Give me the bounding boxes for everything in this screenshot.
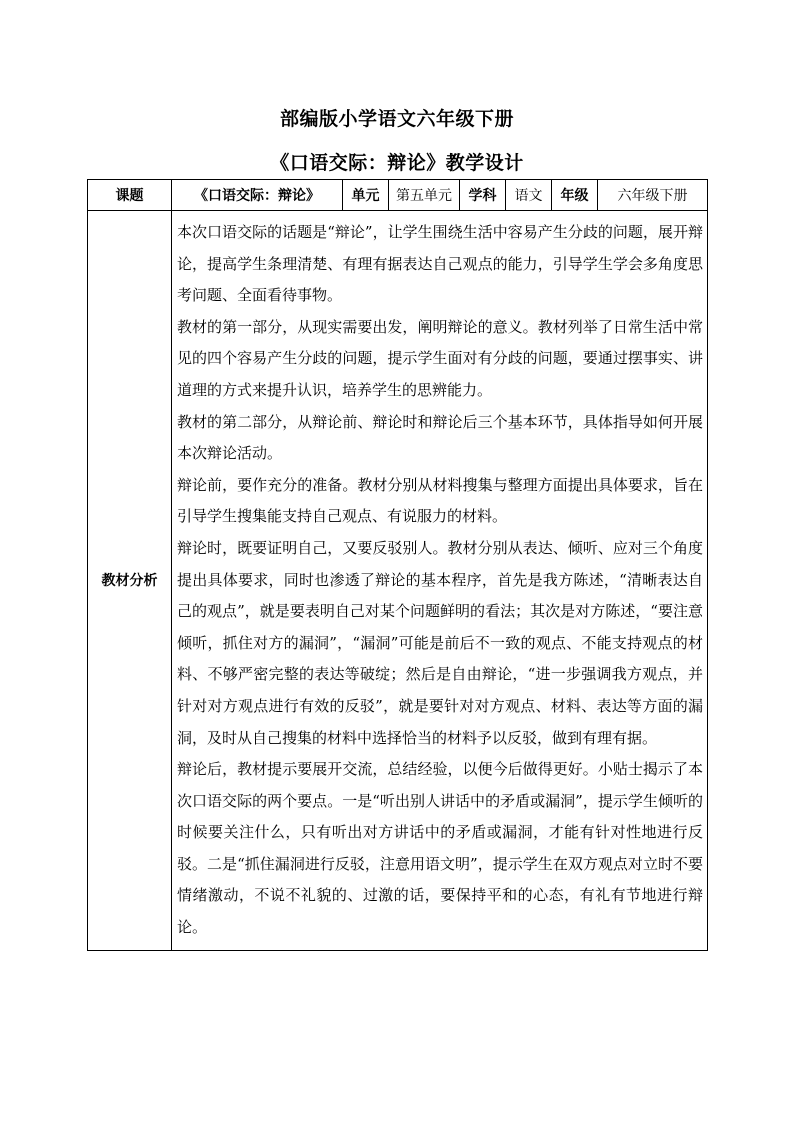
analysis-content [172,211,708,951]
analysis-label: 教材分析 [88,211,172,951]
unit-value: 第五单元 [389,180,460,211]
subject-label: 学科 [460,180,506,211]
grade-label: 年级 [552,180,598,211]
document-title: 部编版小学语文六年级下册 [279,108,514,130]
lesson-info-table [87,179,708,951]
analysis-paragraph: 辩论后，教材提示要展开交流，总结经验，以便今后做得更好。小贴士揭示了本次口语交际的两个要点。一是“听出别人讲话中的矛盾或漏洞”，提示学生倾听的时候要关注什么，只有听出对方讲话中的矛盾或漏洞，才能有针对性地进行反驳。二是“抓住漏洞进行反驳，注意用语文明”，提示学生在双方观点对立时不要情绪激动，不说不礼貌的、过激的话，要保持平和的心态，有礼有节地进行辩论。 [177,760,703,937]
analysis-paragraph: 教材的第二部分，从辩论前、辩论时和辩论后三个基本环节，具体指导如何开展本次辩论活动。 [177,412,703,463]
topic-value: 《口语交际：辩论》 [172,180,343,211]
document-subtitle: 《口语交际：辩论》教学设计 [270,152,524,174]
subject-value: 语文 [506,180,552,211]
analysis-paragraph: 教材的第一部分，从现实需要出发，阐明辩论的意义。教材列举了日常生活中常见的四个容易产生分歧的问题，提示学生面对有分歧的问题，要通过摆事实、讲道理的方式来提升认识，培养学生的思辨能力。 [177,317,703,399]
analysis-paragraph: 本次口语交际的话题是“辩论”，让学生围绕生活中容易产生分歧的问题，展开辩论，提高学生条理清楚、有理有据表达自己观点的能力，引导学生学会多角度思考问题、全面看待事物。 [177,223,703,305]
analysis-paragraph: 辩论时，既要证明自己，又要反驳别人。教材分别从表达、倾听、应对三个角度提出具体要求，同时也渗透了辩论的基本程序，首先是我方陈述，“清晰表达自己的观点”，就是要表明自己对某个问题鲜明的看法；其次是对方陈述，“要注意倾听，抓住对方的漏洞”，“漏洞”可能是前后不一致的观点、不能支持观点的材料、不够严密完整的表达等破绽；然后是自由辩论，“进一步强调我方观点，并针对对方观点进行有效的反驳”，就是要针对对方观点、材料、表达等方面的漏洞，及时从自己搜集的材料中选择恰当的材料予以反驳，做到有理有据。 [177,538,703,747]
table-header-row [88,180,708,211]
unit-label: 单元 [343,180,389,211]
analysis-row [88,211,708,951]
topic-label: 课题 [88,180,172,211]
grade-value: 六年级下册 [598,180,708,211]
analysis-paragraph: 辩论前，要作充分的准备。教材分别从材料搜集与整理方面提出具体要求，旨在引导学生搜集能支持自己观点、有说服力的材料。 [177,475,703,526]
